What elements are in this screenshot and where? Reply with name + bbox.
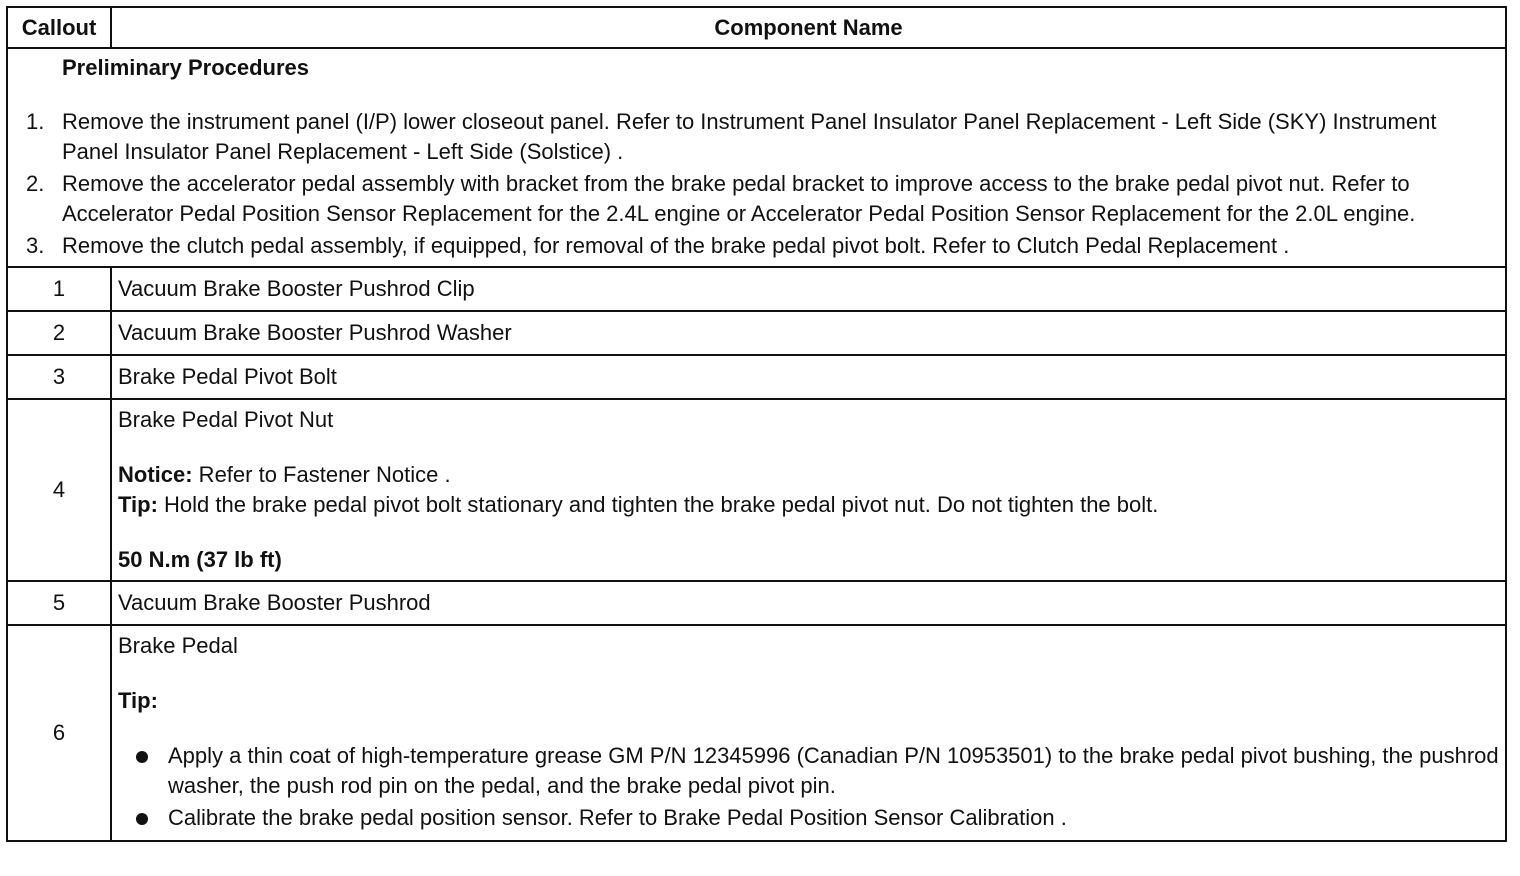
table-row	[7, 399, 1506, 581]
tip-bullet	[118, 741, 1499, 801]
component-name: Brake Pedal Pivot Nut	[118, 407, 334, 432]
callout-number: 3	[7, 355, 111, 399]
component-name-column-header: Component Name	[111, 7, 1506, 48]
table-row	[7, 267, 1506, 311]
tip-bullet	[118, 803, 1499, 833]
notice-label: Notice:	[118, 462, 193, 487]
preliminary-step	[8, 231, 1497, 261]
tip-bullet-list	[118, 741, 1499, 833]
notice-text: Refer to Fastener Notice .	[192, 462, 451, 487]
step-text: Remove the accelerator pedal assembly with bracket from the brake pedal bracket to improve access to the brake pedal pivot nut. Refer to Accelerator Pedal Position Sensor Replacement for the 2.4L engine or Accelerator Pedal Position Sensor Replacement for the 2.0L engine.	[62, 171, 1416, 226]
callout-number: 6	[7, 625, 111, 841]
tip-label: Tip:	[118, 492, 158, 517]
tip-label: Tip:	[118, 688, 158, 713]
preliminary-procedures-title: Preliminary Procedures	[62, 55, 310, 80]
component-name: Vacuum Brake Booster Pushrod	[111, 581, 1506, 625]
callout-number: 2	[7, 311, 111, 355]
step-number: 3.	[26, 233, 45, 258]
component-name: Brake Pedal Pivot Bolt	[111, 355, 1506, 399]
tip-text: Hold the brake pedal pivot bolt stationary and tighten the brake pedal pivot nut. Do not tighten the bolt.	[157, 492, 1159, 517]
component-name: Brake Pedal	[118, 633, 238, 658]
step-text: Remove the instrument panel (I/P) lower closeout panel. Refer to Instrument Panel Insulator Panel Replacement - Left Side (SKY) Instrument Panel Insulator Panel Replacement - Left Side (Solstice) .	[62, 109, 1437, 164]
tip-line	[118, 490, 1499, 520]
component-detail-cell	[111, 399, 1506, 581]
callout-number: 4	[7, 399, 111, 581]
callout-number: 5	[7, 581, 111, 625]
step-text: Remove the clutch pedal assembly, if equipped, for removal of the brake pedal pivot bolt. Refer to Clutch Pedal Replacement .	[62, 233, 1290, 258]
bullet-dot-icon	[136, 751, 148, 763]
tip-bullet-text: Calibrate the brake pedal position sensor. Refer to Brake Pedal Position Sensor Calibration .	[168, 805, 1067, 830]
preliminary-procedures-cell	[7, 48, 1506, 267]
component-name: Vacuum Brake Booster Pushrod Clip	[111, 267, 1506, 311]
table-row	[7, 355, 1506, 399]
table-row	[7, 625, 1506, 841]
bullet-dot-icon	[136, 813, 148, 825]
component-name: Vacuum Brake Booster Pushrod Washer	[111, 311, 1506, 355]
step-number: 1.	[26, 109, 45, 134]
table-header-row	[7, 7, 1506, 48]
table-row	[7, 311, 1506, 355]
component-table	[6, 6, 1507, 842]
callout-column-header: Callout	[7, 7, 111, 48]
tip-bullet-text: Apply a thin coat of high-temperature grease GM P/N 12345996 (Canadian P/N 10953501) to the brake pedal pivot bushing, the pushrod washer, the push rod pin on the pedal, and the brake pedal pivot pin.	[168, 743, 1499, 798]
torque-spec: 50 N.m (37 lb ft)	[118, 547, 282, 572]
preliminary-procedures-row	[7, 48, 1506, 267]
preliminary-step	[8, 107, 1497, 167]
callout-number: 1	[7, 267, 111, 311]
component-detail-cell	[111, 625, 1506, 841]
preliminary-steps-list	[8, 107, 1497, 261]
preliminary-step	[8, 169, 1497, 229]
notice-line	[118, 460, 1499, 490]
table-row	[7, 581, 1506, 625]
step-number: 2.	[26, 171, 45, 196]
